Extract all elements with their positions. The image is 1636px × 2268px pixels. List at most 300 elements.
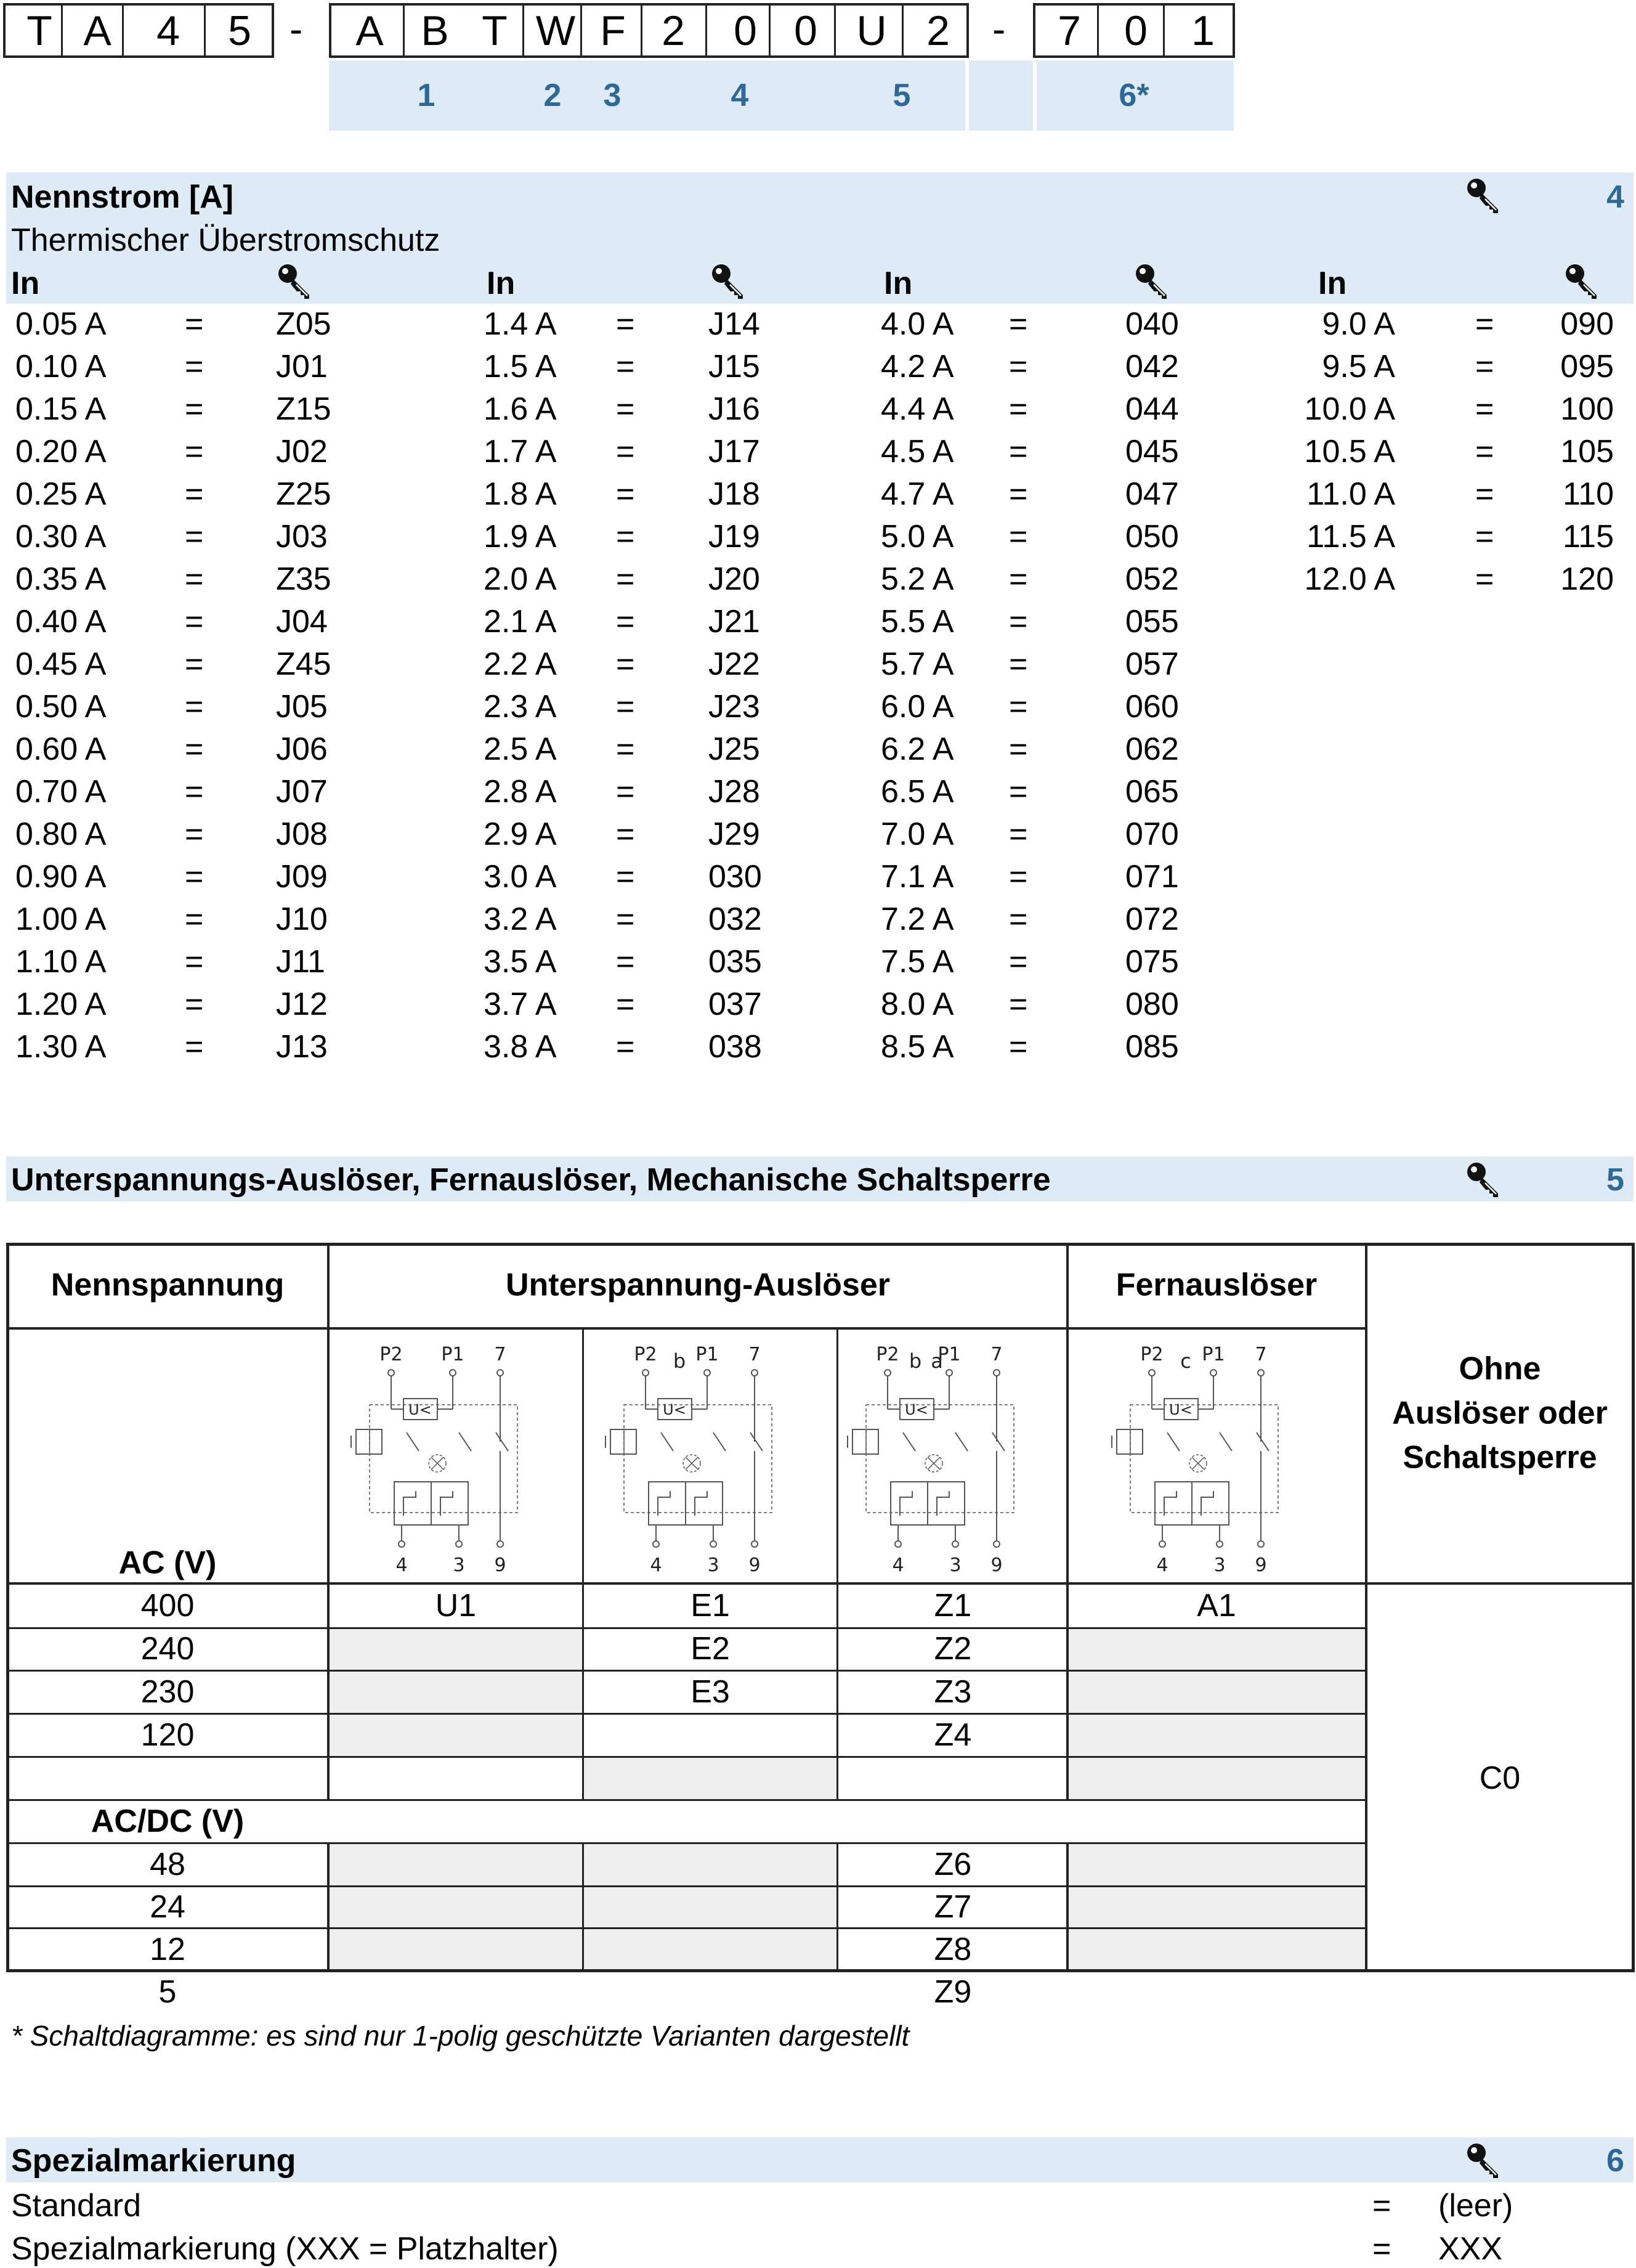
current-code: J22	[708, 646, 760, 682]
code-group-2	[329, 3, 969, 58]
current-code: 075	[1125, 944, 1179, 980]
header-unterspannung: Unterspannung-Auslöser	[505, 1267, 891, 1303]
current-value: 7.5 A	[881, 944, 954, 980]
current-code: J25	[708, 731, 760, 767]
circuit-diagram	[584, 1331, 836, 1582]
trip-code: Z2	[934, 1631, 972, 1667]
current-value: 10.5 A	[1304, 434, 1395, 469]
current-value: 2.2 A	[484, 646, 557, 682]
equals-sign: =	[185, 646, 204, 682]
current-code: Z05	[276, 306, 331, 342]
current-value: 3.2 A	[484, 901, 557, 937]
code-index: 1	[417, 78, 435, 113]
current-code: 105	[1560, 434, 1614, 469]
index-band	[329, 60, 1234, 131]
key-icon	[1465, 1160, 1502, 1200]
equals-sign: =	[1009, 859, 1028, 895]
equals-sign: =	[616, 391, 635, 427]
divider	[122, 3, 124, 58]
current-value: 9.0 A	[1322, 306, 1395, 342]
current-value: 1.4 A	[484, 306, 557, 342]
code-group-3	[1033, 3, 1235, 58]
diagram-label: 3	[453, 1555, 465, 1576]
diagram-label: 4	[395, 1555, 408, 1576]
divider	[902, 3, 904, 58]
voltage-value: 120	[140, 1717, 195, 1753]
code-char: B	[421, 7, 449, 54]
equals-sign: =	[185, 901, 204, 937]
current-code: 055	[1125, 604, 1179, 640]
current-value: 10.0 A	[1304, 391, 1395, 427]
current-value: 8.0 A	[881, 986, 954, 1022]
voltage-value: 230	[140, 1674, 195, 1710]
diagram-label: 7	[1255, 1344, 1267, 1365]
circuit-diagram	[330, 1331, 582, 1582]
current-value: 0.45 A	[15, 646, 107, 682]
trip-code: Z9	[934, 1974, 972, 2010]
current-value: 0.60 A	[15, 731, 107, 767]
current-code: J02	[276, 434, 328, 469]
divider	[1097, 3, 1099, 58]
trip-code: Z7	[934, 1889, 972, 1925]
equals-sign: =	[616, 306, 635, 342]
current-code: J15	[708, 349, 760, 384]
code-char: T	[26, 7, 52, 54]
current-value: 6.2 A	[881, 731, 954, 767]
trip-code: E3	[690, 1674, 730, 1710]
equals-sign: =	[185, 986, 204, 1022]
section4-subtitle: Thermischer Überstromschutz	[11, 222, 440, 258]
equals-sign: =	[1475, 391, 1494, 427]
diagram-label: P2	[379, 1344, 403, 1365]
current-value: 5.7 A	[881, 646, 954, 682]
current-value: 2.3 A	[484, 689, 557, 725]
current-value: 3.8 A	[484, 1029, 557, 1065]
trip-code: E1	[690, 1588, 730, 1624]
circuit-diagram	[838, 1331, 1066, 1582]
current-code: 071	[1125, 859, 1179, 895]
key-icon	[1133, 262, 1170, 301]
equals-sign: =	[1009, 816, 1028, 852]
section4-number: 4	[1606, 179, 1624, 215]
ac-label: AC (V)	[118, 1545, 217, 1581]
current-value: 1.8 A	[484, 476, 557, 512]
current-value: 2.0 A	[484, 561, 557, 597]
code-c0: C0	[1479, 1760, 1521, 1796]
key-icon	[1465, 176, 1502, 216]
trip-code: Z8	[934, 1932, 972, 1967]
equals-sign: =	[1009, 986, 1028, 1022]
current-code: J28	[708, 774, 760, 810]
code-char: 2	[926, 7, 950, 54]
current-code: J18	[708, 476, 760, 512]
current-code: 040	[1125, 306, 1179, 342]
equals-sign: =	[1009, 306, 1028, 342]
diagram-label: 3	[707, 1555, 719, 1576]
equals-sign: =	[185, 561, 204, 597]
current-value: 4.2 A	[881, 349, 954, 384]
diagram-label: P1	[937, 1344, 961, 1365]
equals-sign: =	[185, 816, 204, 852]
current-value: 3.7 A	[484, 986, 557, 1022]
current-code: 080	[1125, 986, 1179, 1022]
equals-sign: =	[1009, 1029, 1028, 1065]
code-char: U	[856, 7, 887, 54]
current-code: 038	[708, 1029, 762, 1065]
equals-sign: =	[616, 561, 635, 597]
code-index: 4	[731, 78, 749, 113]
equals-sign: =	[1475, 561, 1494, 597]
code-index: 3	[603, 78, 622, 113]
diagram-label: 4	[650, 1555, 662, 1576]
code-separator: -	[290, 7, 303, 51]
current-value: 6.0 A	[881, 689, 954, 725]
current-code: 072	[1125, 901, 1179, 937]
current-code: 035	[708, 944, 762, 980]
current-value: 5.0 A	[881, 519, 954, 555]
current-code: 042	[1125, 349, 1179, 384]
current-value: 0.25 A	[15, 476, 107, 512]
current-code: 047	[1125, 476, 1179, 512]
current-value: 11.5 A	[1306, 519, 1395, 555]
equals-sign: =	[616, 986, 635, 1022]
code-group-1	[3, 3, 274, 58]
current-code: 085	[1125, 1029, 1179, 1065]
current-code: 052	[1125, 561, 1179, 597]
diagram-label: P1	[441, 1344, 464, 1365]
current-code: J23	[708, 689, 760, 725]
option-eq: =	[1372, 2231, 1391, 2267]
current-value: 0.15 A	[15, 391, 107, 427]
trip-code: U1	[435, 1588, 477, 1624]
current-code: J20	[708, 561, 760, 597]
current-code: J21	[708, 604, 760, 640]
section6-number: 6	[1606, 2143, 1624, 2179]
divider	[580, 3, 582, 58]
divider	[769, 3, 771, 58]
code-index: 2	[543, 78, 562, 113]
diagram-label: P2	[876, 1344, 899, 1365]
equals-sign: =	[1009, 391, 1028, 427]
current-code: Z25	[276, 476, 331, 512]
current-code: J10	[276, 901, 328, 937]
code-char: 4	[156, 7, 180, 54]
key-icon	[1465, 2141, 1502, 2181]
equals-sign: =	[185, 306, 204, 342]
diagram-contact-letter: b	[909, 1349, 922, 1373]
current-code: 062	[1125, 731, 1179, 767]
diagram-label: 4	[892, 1555, 904, 1576]
current-code: 037	[708, 986, 762, 1022]
current-code: 032	[708, 901, 762, 937]
current-value: 1.5 A	[484, 349, 557, 384]
code-char: 1	[1191, 7, 1215, 54]
option-eq: =	[1372, 2188, 1391, 2224]
equals-sign: =	[1009, 901, 1028, 937]
equals-sign: =	[1009, 434, 1028, 469]
in-header: In	[1318, 266, 1347, 301]
current-code: J11	[276, 944, 325, 980]
diagram-label: U<	[1169, 1401, 1193, 1418]
diagram-label: P2	[1140, 1344, 1164, 1365]
diagram-contact-letter: c	[1180, 1349, 1191, 1373]
equals-sign: =	[185, 1029, 204, 1065]
in-header: In	[487, 266, 516, 301]
equals-sign: =	[185, 434, 204, 469]
equals-sign: =	[1009, 731, 1028, 767]
current-value: 6.5 A	[881, 774, 954, 810]
section6-title: Spezialmarkierung	[11, 2143, 296, 2179]
current-value: 4.5 A	[881, 434, 954, 469]
current-code: J06	[276, 731, 328, 767]
diagram-label: 3	[1213, 1555, 1226, 1576]
code-char: A	[83, 7, 111, 54]
current-value: 8.5 A	[881, 1029, 954, 1065]
equals-sign: =	[616, 604, 635, 640]
current-code: J05	[276, 689, 328, 725]
current-value: 5.5 A	[881, 604, 954, 640]
divider	[641, 3, 642, 58]
code-index: 6*	[1119, 78, 1149, 113]
code-char: W	[535, 7, 576, 54]
current-code: 070	[1125, 816, 1179, 852]
code-char: 0	[734, 7, 757, 54]
current-value: 1.7 A	[484, 434, 557, 469]
current-value: 0.05 A	[15, 306, 107, 342]
current-value: 2.8 A	[484, 774, 557, 810]
equals-sign: =	[616, 774, 635, 810]
header-fernausloeser: Fernauslöser	[1116, 1267, 1318, 1303]
current-value: 12.0 A	[1304, 561, 1395, 597]
current-value: 1.9 A	[484, 519, 557, 555]
option-label: Standard	[11, 2188, 142, 2224]
current-code: J29	[708, 816, 760, 852]
voltage-value: 240	[140, 1631, 195, 1667]
equals-sign: =	[185, 349, 204, 384]
current-value: 7.2 A	[881, 901, 954, 937]
code-char: 0	[794, 7, 817, 54]
equals-sign: =	[616, 434, 635, 469]
code-char: 2	[662, 7, 685, 54]
trip-code: Z6	[934, 1847, 972, 1882]
current-code: J13	[276, 1029, 328, 1065]
equals-sign: =	[616, 859, 635, 895]
current-value: 1.20 A	[15, 986, 107, 1022]
current-value: 0.30 A	[15, 519, 107, 555]
current-value: 9.5 A	[1322, 349, 1395, 384]
current-value: 3.0 A	[484, 859, 557, 895]
equals-sign: =	[185, 519, 204, 555]
current-code: J08	[276, 816, 328, 852]
equals-sign: =	[616, 944, 635, 980]
code-char: 7	[1058, 7, 1081, 54]
current-code: Z45	[276, 646, 331, 682]
diagram-label: 4	[1156, 1555, 1168, 1576]
current-value: 0.35 A	[15, 561, 107, 597]
equals-sign: =	[1009, 944, 1028, 980]
option-label: Spezialmarkierung (XXX = Platzhalter)	[11, 2231, 559, 2267]
code-char: A	[355, 7, 384, 54]
code-index: 5	[893, 78, 911, 113]
current-value: 1.00 A	[15, 901, 107, 937]
current-value: 1.30 A	[15, 1029, 107, 1065]
current-code: J16	[708, 391, 760, 427]
trip-code: Z4	[934, 1717, 972, 1753]
current-code: J19	[708, 519, 760, 555]
current-value: 2.1 A	[484, 604, 557, 640]
equals-sign: =	[1475, 434, 1494, 469]
current-value: 3.5 A	[484, 944, 557, 980]
option-value: XXX	[1438, 2231, 1503, 2267]
code-separator: -	[992, 7, 1006, 51]
current-value: 0.80 A	[15, 816, 107, 852]
diagram-label: P1	[1202, 1344, 1225, 1365]
current-code: 115	[1563, 519, 1614, 555]
current-code: J01	[276, 349, 328, 384]
current-code: J12	[276, 986, 328, 1022]
equals-sign: =	[1009, 604, 1028, 640]
equals-sign: =	[185, 604, 204, 640]
equals-sign: =	[185, 476, 204, 512]
key-icon	[276, 262, 313, 301]
section4-title: Nennstrom [A]	[11, 179, 234, 215]
code-char: T	[482, 7, 508, 54]
trip-code: A1	[1197, 1588, 1236, 1624]
divider	[403, 3, 405, 58]
header-ohne: Schaltsperre	[1403, 1439, 1597, 1476]
key-icon	[1563, 262, 1600, 301]
current-code: 044	[1125, 391, 1179, 427]
equals-sign: =	[185, 689, 204, 725]
voltage-value: 24	[150, 1889, 185, 1925]
voltage-value: 400	[140, 1588, 195, 1624]
current-value: 0.40 A	[15, 604, 107, 640]
current-value: 7.0 A	[881, 816, 954, 852]
voltage-value: 12	[150, 1932, 185, 1967]
equals-sign: =	[616, 519, 635, 555]
header-ohne: Ohne	[1459, 1351, 1541, 1387]
equals-sign: =	[1009, 689, 1028, 725]
current-code: Z15	[276, 391, 331, 427]
equals-sign: =	[185, 944, 204, 980]
current-value: 1.10 A	[15, 944, 107, 980]
voltage-value: 48	[150, 1847, 185, 1882]
current-value: 2.9 A	[484, 816, 557, 852]
equals-sign: =	[1009, 476, 1028, 512]
current-code: 100	[1560, 391, 1614, 427]
trip-code: E2	[690, 1631, 730, 1667]
equals-sign: =	[1009, 561, 1028, 597]
diagram-label: 9	[748, 1555, 761, 1576]
footnote: * Schaltdiagramme: es sind nur 1-polig geschützte Varianten dargestellt	[11, 2020, 910, 2052]
current-value: 7.1 A	[881, 859, 954, 895]
equals-sign: =	[616, 1029, 635, 1065]
current-code: 065	[1125, 774, 1179, 810]
current-code: 110	[1563, 476, 1614, 512]
current-value: 2.5 A	[484, 731, 557, 767]
current-code: 095	[1560, 349, 1614, 384]
trip-code: Z3	[934, 1674, 972, 1710]
current-value: 0.70 A	[15, 774, 107, 810]
current-code: 057	[1125, 646, 1179, 682]
option-value: (leer)	[1438, 2188, 1513, 2224]
current-code: 030	[708, 859, 762, 895]
code-char: F	[600, 7, 626, 54]
equals-sign: =	[185, 391, 204, 427]
current-code: 045	[1125, 434, 1179, 469]
equals-sign: =	[616, 901, 635, 937]
current-code: 120	[1560, 561, 1614, 597]
current-value: 4.0 A	[881, 306, 954, 342]
code-char: 5	[228, 7, 251, 54]
current-value: 1.6 A	[484, 391, 557, 427]
voltage-value: 5	[158, 1974, 177, 2010]
code-char: 0	[1124, 7, 1148, 54]
in-header: In	[884, 266, 913, 301]
current-value: 0.20 A	[15, 434, 107, 469]
diagram-contact-letter: b	[673, 1349, 686, 1373]
divider	[834, 3, 836, 58]
diagram-label: U<	[408, 1401, 432, 1418]
equals-sign: =	[185, 774, 204, 810]
equals-sign: =	[616, 476, 635, 512]
current-value: 5.2 A	[881, 561, 954, 597]
section5-number: 5	[1606, 1162, 1624, 1198]
divider	[1163, 3, 1165, 58]
voltage-table	[6, 1243, 1635, 2010]
diagram-label: P2	[634, 1344, 657, 1365]
current-code: J09	[276, 859, 328, 895]
current-code: 060	[1125, 689, 1179, 725]
current-code: Z35	[276, 561, 331, 597]
current-code: J04	[276, 604, 328, 640]
equals-sign: =	[1009, 519, 1028, 555]
equals-sign: =	[185, 731, 204, 767]
current-value: 0.90 A	[15, 859, 107, 895]
in-header: In	[11, 266, 40, 301]
header-nennspannung: Nennspannung	[51, 1267, 285, 1303]
current-value: 11.0 A	[1306, 476, 1395, 512]
diagram-contact-letter: a	[931, 1349, 943, 1373]
current-code: J14	[708, 306, 760, 342]
divider	[522, 3, 524, 58]
current-code: 050	[1125, 519, 1179, 555]
current-code: J03	[276, 519, 328, 555]
diagram-label: 7	[990, 1344, 1003, 1365]
current-code: J07	[276, 774, 328, 810]
current-value: 4.7 A	[881, 476, 954, 512]
acdc-label: AC/DC (V)	[91, 1803, 245, 1839]
equals-sign: =	[616, 816, 635, 852]
diagram-label: U<	[905, 1401, 928, 1418]
equals-sign: =	[616, 646, 635, 682]
equals-sign: =	[616, 349, 635, 384]
section5-title: Unterspannungs-Auslöser, Fernauslöser, Mechanische Schaltsperre	[11, 1162, 1051, 1198]
current-code: 090	[1560, 306, 1614, 342]
diagram-label: 3	[949, 1555, 962, 1576]
equals-sign: =	[616, 731, 635, 767]
divider	[204, 3, 206, 58]
diagram-label: 9	[990, 1555, 1003, 1576]
diagram-label: U<	[663, 1401, 686, 1418]
diagram-label: 9	[1255, 1555, 1267, 1576]
current-code: J17	[708, 434, 760, 469]
equals-sign: =	[1475, 476, 1494, 512]
header-ohne: Auslöser oder	[1392, 1395, 1608, 1431]
equals-sign: =	[616, 689, 635, 725]
current-value: 0.10 A	[15, 349, 107, 384]
equals-sign: =	[1009, 349, 1028, 384]
